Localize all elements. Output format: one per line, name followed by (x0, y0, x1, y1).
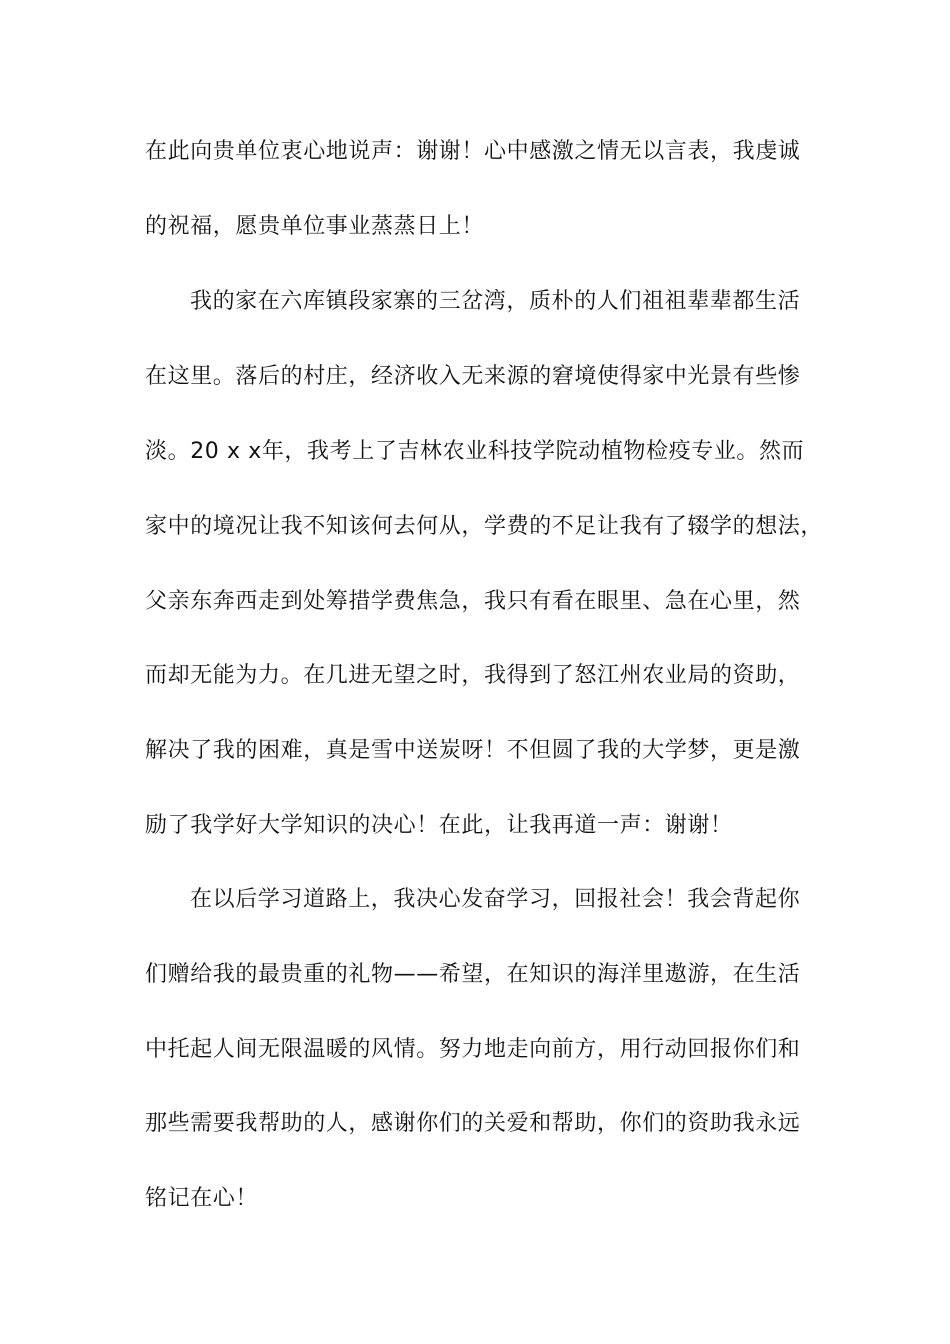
text-line: 淡。20 x x年，我考上了吉林农业科技学院动植物检疫专业。然而 (145, 439, 805, 464)
text-line: 铭记在心！ (145, 1186, 259, 1211)
text-line: 在此向贵单位衷心地说声：谢谢！心中感激之情无以言表，我虔诚 (145, 139, 801, 164)
text-line: 们赠给我的最贵重的礼物——希望，在知识的海洋里遨游，在生活 (145, 962, 801, 987)
text-line: 而却无能为力。在几进无望之时，我得到了怒江州农业局的资助， (145, 663, 801, 688)
text-line: 那些需要我帮助的人，感谢你们的关爱和帮助，你们的资助我永远 (145, 1111, 801, 1136)
text-line: 家中的境况让我不知该何去何从，学费的不足让我有了辍学的想法， (145, 514, 824, 539)
text-line: 励了我学好大学知识的决心！在此，让我再道一声：谢谢！ (145, 813, 733, 838)
text-line: 的祝福，愿贵单位事业蒸蒸日上！ (145, 214, 485, 239)
text-line: 父亲东奔西走到处筹措学费焦急，我只有看在眼里、急在心里，然 (145, 589, 801, 614)
text-line: 解决了我的困难，真是雪中送炭呀！不但圆了我的大学梦，更是激 (145, 738, 801, 763)
paragraph-start-line: 我的家在六库镇段家寨的三岔湾，质朴的人们祖祖辈辈都生活 (190, 289, 801, 314)
paragraph-start-line: 在以后学习道路上，我决心发奋学习，回报社会！我会背起你 (190, 887, 801, 912)
text-line: 中托起人间无限温暖的风情。努力地走向前方，用行动回报你们和 (145, 1037, 801, 1062)
text-line: 在这里。落后的村庄，经济收入无来源的窘境使得家中光景有些惨 (145, 364, 801, 389)
